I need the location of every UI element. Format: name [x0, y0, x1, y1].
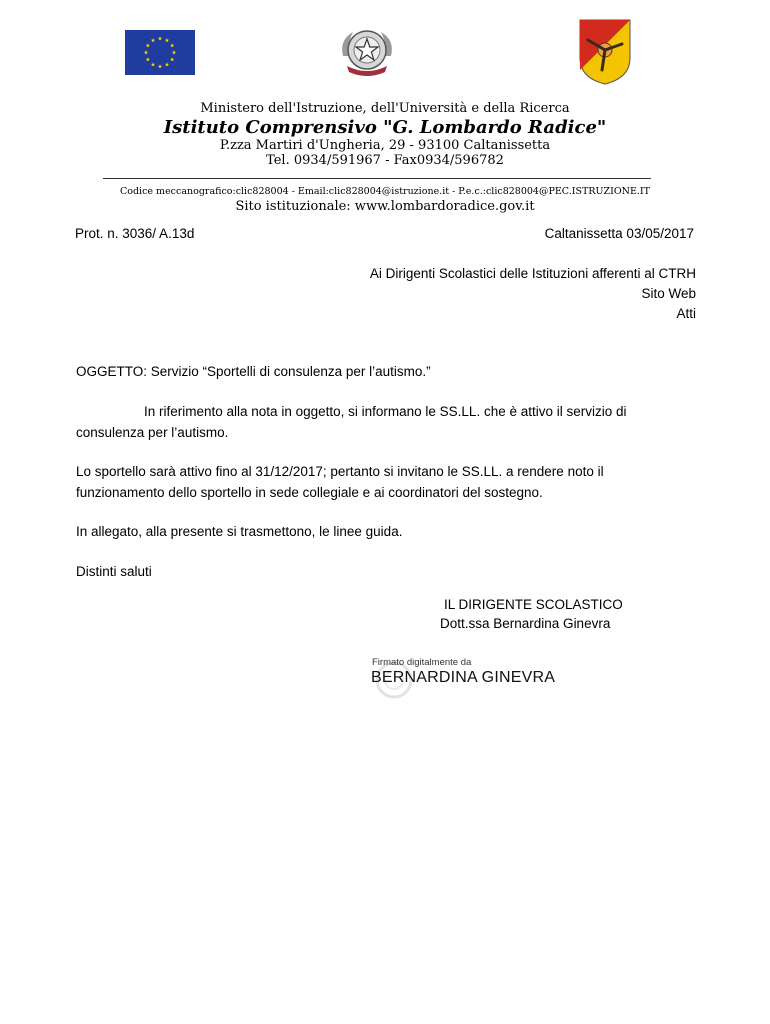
school-name: Istituto Comprensivo "G. Lombardo Radice"	[163, 117, 607, 138]
signature-name: Dott.ssa Bernardina Ginevra	[440, 616, 611, 631]
school-codes: Codice meccanografico:clic828004 - Email:clic828004@istruzione.it - P.e.c.:clic828004@PEC.ISTRUZIONE.IT	[119, 186, 650, 197]
recipient-line: Ai Dirigenti Scolastici delle Istituzioni afferenti al CTRH	[369, 266, 696, 281]
school-website: Sito istituzionale: www.lombardoradice.gov.it	[235, 199, 535, 214]
protocol-number: Prot. n. 3036/ A.13d	[75, 226, 195, 241]
eu-flag-icon	[125, 30, 195, 75]
recipient-line: Atti	[676, 306, 696, 321]
digital-signature-label: Firmato digitalmente da	[372, 657, 472, 668]
recipients-block	[370, 264, 696, 324]
school-phone: Tel. 0934/591967 - Fax0934/596782	[266, 153, 504, 168]
italian-republic-emblem-icon	[333, 22, 401, 82]
paragraph-1-line-1: In riferimento alla nota in oggetto, si informano le SS.LL. che è attivo il servizio di	[144, 404, 627, 419]
letter-subject: OGGETTO: Servizio “Sportelli di consulenza per l’autismo.”	[76, 364, 431, 379]
paragraph-2-line-1: Lo sportello sarà attivo fino al 31/12/2017; pertanto si invitano le SS.LL. a rendere noto il	[76, 464, 604, 479]
digital-signature-signer: BERNARDINA GINEVRA	[371, 669, 556, 686]
paragraph-2-line-2: funzionamento dello sportello in sede collegiale e ai coordinatori del sostegno.	[76, 485, 543, 500]
header-divider	[103, 178, 651, 179]
recipient-line: Sito Web	[641, 286, 696, 301]
sicily-region-coat-of-arms-icon	[578, 18, 632, 86]
ministry-name: Ministero dell'Istruzione, dell'Università e della Ricerca	[200, 101, 570, 116]
paragraph-1-line-2: consulenza per l’autismo.	[76, 425, 229, 440]
closing-greeting: Distinti saluti	[76, 564, 152, 579]
paragraph-3: In allegato, alla presente si trasmettono, le linee guida.	[76, 524, 403, 539]
signature-title: IL DIRIGENTE SCOLASTICO	[444, 597, 623, 612]
place-date: Caltanissetta 03/05/2017	[544, 226, 694, 241]
school-address: P.zza Martiri d'Ungheria, 29 - 93100 Caltanissetta	[219, 138, 551, 153]
